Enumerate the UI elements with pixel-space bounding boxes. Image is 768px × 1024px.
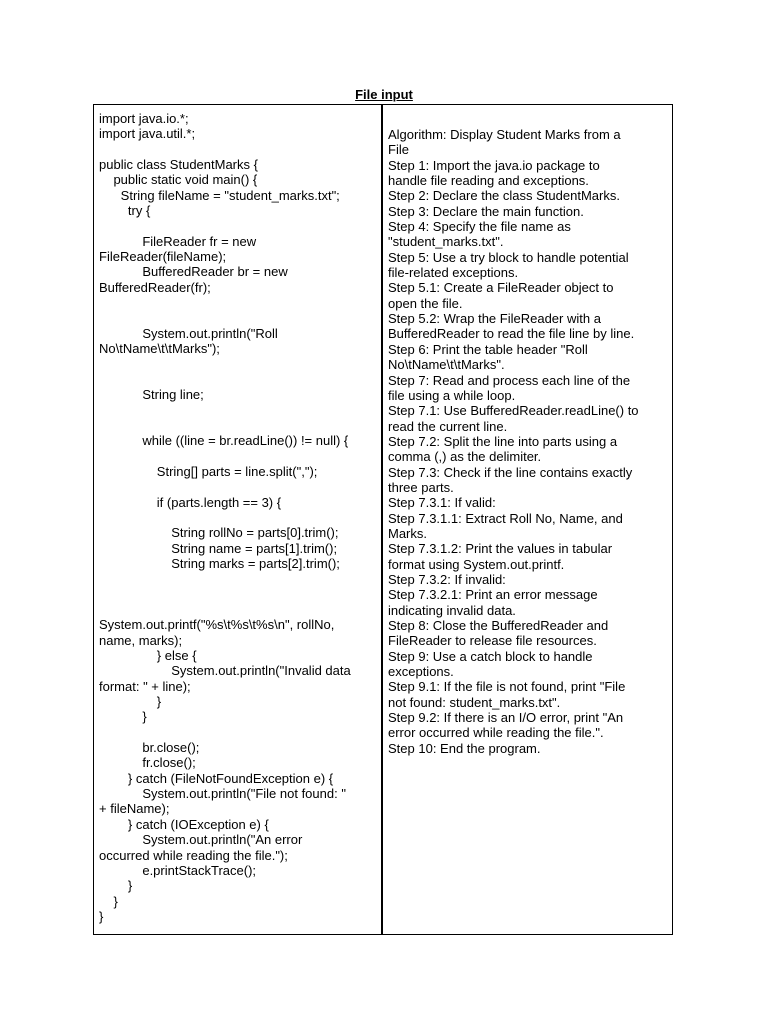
code-line: e.printStackTrace(); (99, 862, 257, 878)
code-line: FileReader(fileName); (99, 249, 227, 265)
algorithm-line: Step 9.1: If the file is not found, print "File (388, 679, 626, 695)
code-line (99, 725, 377, 740)
code-line: System.out.println("An error (99, 832, 303, 848)
algorithm-line: indicating invalid data. (388, 602, 516, 618)
code-line: } (99, 709, 147, 725)
algorithm-line: "student_marks.txt". (388, 234, 504, 250)
algorithm-line: Step 6: Print the table header "Roll (388, 341, 588, 357)
code-line (99, 310, 377, 325)
document-title: File input (355, 87, 413, 102)
code-line: String[] parts = line.split(","); (99, 463, 318, 479)
algorithm-line: Step 8: Close the BufferedReader and (388, 618, 609, 633)
algorithm-line: handle file reading and exceptions. (388, 173, 589, 189)
code-line: String name = parts[1].trim(); (99, 540, 338, 556)
code-line: } else { (99, 648, 197, 664)
code-line (99, 357, 377, 372)
code-algorithm-table (93, 104, 673, 935)
algorithm-line: Step 5.1: Create a FileReader object to (388, 280, 614, 296)
algorithm-line: BufferedReader to read the file line by line. (388, 326, 635, 342)
code-line: System.out.println("Invalid data (99, 663, 351, 679)
code-line: System.out.printf("%s\t%s\t%s\n", rollNo, (99, 617, 335, 633)
algorithm-line: open the file. (388, 295, 463, 311)
code-line: if (parts.length == 3) { (99, 494, 282, 510)
code-line: name, marks); (99, 632, 183, 648)
code-line: } (99, 694, 162, 710)
code-line (99, 587, 377, 602)
code-line: public static void main() { (99, 172, 258, 188)
code-line: fr.close(); (99, 755, 196, 771)
code-line: } catch (IOException e) { (99, 816, 269, 832)
algorithm-line: Step 7.3.1.2: Print the values in tabular (388, 541, 613, 557)
algorithm-line: Algorithm: Display Student Marks from a (388, 127, 621, 142)
algorithm-line: Step 7.3.2.1: Print an error message (388, 587, 598, 603)
algorithm-line: Step 9.2: If there is an I/O error, print "An (388, 710, 624, 726)
code-line (99, 372, 377, 387)
algorithm-line: Step 7.3.2: If invalid: (388, 571, 506, 587)
algorithm-line: not found: student_marks.txt". (388, 694, 561, 710)
code-line (99, 418, 377, 433)
code-column (94, 105, 383, 934)
code-line (99, 510, 377, 525)
algorithm-line: Step 7.3.1.1: Extract Roll No, Name, and (388, 510, 623, 526)
code-line: } (99, 878, 133, 894)
algorithm-line: format using System.out.printf. (388, 556, 565, 572)
algorithm-line: Step 3: Declare the main function. (388, 203, 584, 219)
code-line: } (99, 893, 118, 909)
code-line: String fileName = "student_marks.txt"; (99, 187, 340, 203)
algorithm-line: Step 7.3.1: If valid: (388, 495, 496, 511)
algorithm-line: Step 7.2: Split the line into parts using a (388, 433, 618, 449)
algorithm-line: Step 5: Use a try block to handle potential (388, 249, 629, 265)
code-line: try { (99, 203, 151, 219)
code-line: public class StudentMarks { (99, 157, 258, 173)
algorithm-line: exceptions. (388, 664, 454, 680)
code-line: System.out.println("File not found: " (99, 786, 346, 802)
algorithm-line: three parts. (388, 479, 454, 495)
code-line (99, 142, 377, 157)
code-line: No\tName\t\tMarks"); (99, 341, 220, 357)
code-line: String marks = parts[2].trim(); (99, 555, 340, 571)
code-line: String rollNo = parts[0].trim(); (99, 525, 339, 541)
algorithm-column (383, 105, 672, 934)
algorithm-line: Step 4: Specify the file name as (388, 219, 571, 235)
code-line (99, 479, 377, 494)
algorithm-line: File (388, 142, 409, 158)
algorithm-line: Step 7: Read and process each line of the (388, 372, 631, 388)
code-line (99, 403, 377, 418)
code-line (99, 295, 377, 310)
algorithm-line: comma (,) as the delimiter. (388, 449, 542, 465)
algorithm-line: Step 9: Use a catch block to handle (388, 648, 593, 664)
algorithm-line: read the current line. (388, 418, 508, 434)
code-line: } (99, 908, 104, 924)
algorithm-line: Step 5.2: Wrap the FileReader with a (388, 311, 601, 327)
algorithm-line: error occurred while reading the file.". (388, 725, 604, 741)
algorithm-line: Step 2: Declare the class StudentMarks. (388, 188, 620, 204)
code-line: while ((line = br.readLine()) != null) { (99, 433, 349, 449)
algorithm-line: FileReader to release file resources. (388, 633, 597, 649)
algorithm-line: file-related exceptions. (388, 265, 519, 281)
algorithm-line: Step 7.1: Use BufferedReader.readLine() to (388, 403, 639, 419)
code-line (99, 218, 377, 233)
code-line: import java.util.*; (99, 126, 196, 142)
code-line: + fileName); (99, 801, 170, 817)
code-line: FileReader fr = new (99, 233, 257, 249)
algorithm-line: Step 7.3: Check if the line contains exactly (388, 464, 633, 480)
code-line: System.out.println("Roll (99, 325, 278, 341)
algorithm-line: Marks. (388, 525, 427, 541)
code-line: BufferedReader(fr); (99, 279, 211, 295)
algorithm-line: No\tName\t\tMarks". (388, 357, 505, 373)
code-line: String line; (99, 387, 204, 403)
code-line: occurred while reading the file."); (99, 847, 288, 863)
code-line (99, 449, 377, 464)
code-line: import java.io.*; (99, 111, 189, 126)
code-line (99, 602, 377, 617)
code-line: BufferedReader br = new (99, 264, 288, 280)
code-line: } catch (FileNotFoundException e) { (99, 770, 334, 786)
code-line: br.close(); (99, 740, 200, 756)
algorithm-line: Step 1: Import the java.io package to (388, 157, 600, 173)
code-line (99, 571, 377, 586)
code-line: format: " + line); (99, 678, 191, 694)
algorithm-line: file using a while loop. (388, 387, 516, 403)
algorithm-line: Step 10: End the program. (388, 740, 541, 756)
